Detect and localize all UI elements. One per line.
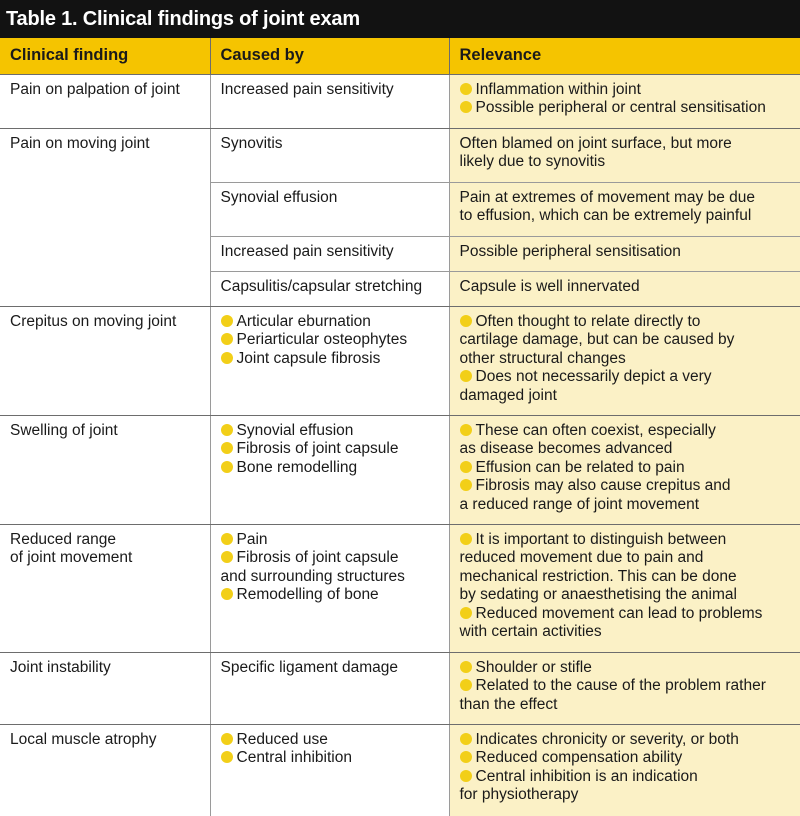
finding-cell <box>0 415 210 524</box>
cause-cell <box>210 128 449 182</box>
cause-item: Fibrosis of joint capsule <box>221 440 439 459</box>
cause-item: Central inhibition <box>221 749 439 768</box>
relevance-text: as disease becomes advanced <box>459 440 673 458</box>
bullet-icon <box>460 679 472 691</box>
bullet-icon <box>460 83 472 95</box>
bullet-icon <box>221 461 233 473</box>
bullet-icon <box>221 751 233 763</box>
bullet-icon <box>460 461 472 473</box>
finding-text: Pain on palpation of joint <box>10 80 180 98</box>
relevance-cell <box>449 306 800 415</box>
relevance-item: Reduced compensation ability <box>460 749 791 768</box>
bullet-icon <box>221 315 233 327</box>
relevance-cell <box>449 724 800 816</box>
bullet-icon <box>460 370 472 382</box>
relevance-text: with certain activities <box>459 623 602 641</box>
bullet-icon <box>221 588 233 600</box>
relevance-text: to effusion, which can be extremely painful <box>459 207 752 225</box>
finding-cell <box>0 724 210 816</box>
relevance-item: Related to the cause of the problem rather <box>460 677 791 696</box>
relevance-text: cartilage damage, but can be caused by <box>459 331 735 349</box>
bullet-icon <box>460 533 472 545</box>
relevance-text: Pain at extremes of movement may be due <box>459 188 756 206</box>
relevance-item: Inflammation within joint <box>460 81 791 100</box>
bullet-icon <box>221 352 233 364</box>
cause-cell <box>210 306 449 415</box>
relevance-cell <box>449 652 800 724</box>
table-row <box>0 306 800 415</box>
finding-cell <box>0 128 210 306</box>
finding-text: Local muscle atrophy <box>10 730 157 748</box>
relevance-cell <box>449 182 800 236</box>
relevance-cell <box>449 128 800 182</box>
finding-text: Joint instability <box>10 658 111 676</box>
finding-text: of joint movement <box>10 549 133 567</box>
relevance-text: Often blamed on joint surface, but more <box>459 134 732 152</box>
cause-text: Increased pain sensitivity <box>220 242 394 260</box>
bullet-icon <box>460 101 472 113</box>
cause-text: Specific ligament damage <box>220 658 398 676</box>
table-title: Table 1. Clinical findings of joint exam <box>0 0 800 38</box>
bullet-icon <box>221 333 233 345</box>
cause-cell <box>210 724 449 816</box>
relevance-cell <box>449 415 800 524</box>
table-row <box>0 652 800 724</box>
table-row <box>0 524 800 652</box>
bullet-icon <box>221 424 233 436</box>
finding-text: Swelling of joint <box>10 421 118 439</box>
bullet-icon <box>460 733 472 745</box>
cause-cell <box>210 415 449 524</box>
finding-cell <box>0 524 210 652</box>
table-row <box>0 74 800 128</box>
bullet-icon <box>460 770 472 782</box>
relevance-text: a reduced range of joint movement <box>459 495 700 513</box>
cause-cell <box>210 74 449 128</box>
table-row <box>0 415 800 524</box>
cause-item: Synovial effusion <box>221 422 439 441</box>
bullet-icon <box>221 551 233 563</box>
cause-text: Capsulitis/capsular stretching <box>220 277 423 295</box>
cause-item: Joint capsule fibrosis <box>221 350 439 369</box>
table-row <box>0 724 800 816</box>
table-row <box>0 128 800 182</box>
bullet-icon <box>460 661 472 673</box>
relevance-item: Fibrosis may also cause crepitus and <box>460 477 791 496</box>
finding-text: Crepitus on moving joint <box>10 312 177 330</box>
clinical-findings-table <box>0 38 800 816</box>
cause-item: Pain <box>221 531 439 550</box>
relevance-text: Possible peripheral sensitisation <box>459 242 681 260</box>
bullet-icon <box>460 424 472 436</box>
relevance-item: Indicates chronicity or severity, or both <box>460 731 791 750</box>
relevance-text: mechanical restriction. This can be done <box>459 567 737 585</box>
relevance-item: Central inhibition is an indication <box>460 768 791 787</box>
bullet-icon <box>221 733 233 745</box>
relevance-text: damaged joint <box>459 386 557 404</box>
finding-text: Pain on moving joint <box>10 134 150 152</box>
relevance-item: Shoulder or stifle <box>460 659 791 678</box>
cause-cell <box>210 236 449 271</box>
cause-cell <box>210 182 449 236</box>
cause-item: Periarticular osteophytes <box>221 331 439 350</box>
cause-text: Synovial effusion <box>220 188 338 206</box>
bullet-icon <box>460 751 472 763</box>
cause-item: Remodelling of bone <box>221 586 439 605</box>
relevance-cell <box>449 524 800 652</box>
relevance-item: Does not necessarily depict a very <box>460 368 791 387</box>
relevance-text: for physiotherapy <box>459 786 579 804</box>
header-caused-by: Caused by <box>210 38 449 74</box>
finding-text: Reduced range <box>10 530 116 548</box>
relevance-text: than the effect <box>459 695 558 713</box>
bullet-icon <box>460 607 472 619</box>
relevance-item: Possible peripheral or central sensitisation <box>460 99 791 118</box>
bullet-icon <box>460 479 472 491</box>
cause-item: Articular eburnation <box>221 313 439 332</box>
finding-cell <box>0 306 210 415</box>
bullet-icon <box>460 315 472 327</box>
relevance-cell <box>449 74 800 128</box>
relevance-item: These can often coexist, especially <box>460 422 791 441</box>
bullet-icon <box>221 442 233 454</box>
finding-cell <box>0 74 210 128</box>
relevance-item: Reduced movement can lead to problems <box>460 605 791 624</box>
cause-item: Reduced use <box>221 731 439 750</box>
bullet-icon <box>221 533 233 545</box>
header-row <box>0 38 800 74</box>
relevance-text: likely due to synovitis <box>459 153 606 171</box>
relevance-cell <box>449 271 800 306</box>
relevance-text: reduced movement due to pain and <box>459 549 704 567</box>
cause-cell <box>210 652 449 724</box>
relevance-text: by sedating or anaesthetising the animal <box>459 586 737 604</box>
relevance-item: Often thought to relate directly to <box>460 313 791 332</box>
relevance-text: Capsule is well innervated <box>459 277 640 295</box>
cause-item: Fibrosis of joint capsule <box>221 549 439 568</box>
header-relevance: Relevance <box>449 38 800 74</box>
cause-item: Bone remodelling <box>221 459 439 478</box>
cause-text: Synovitis <box>220 134 283 152</box>
cause-cell <box>210 524 449 652</box>
header-clinical-finding: Clinical finding <box>0 38 210 74</box>
cause-text: Increased pain sensitivity <box>220 80 394 98</box>
cause-cell <box>210 271 449 306</box>
relevance-item: Effusion can be related to pain <box>460 459 791 478</box>
finding-cell <box>0 652 210 724</box>
cause-text: and surrounding structures <box>220 567 405 585</box>
relevance-cell <box>449 236 800 271</box>
relevance-text: other structural changes <box>459 349 626 367</box>
relevance-item: It is important to distinguish between <box>460 531 791 550</box>
